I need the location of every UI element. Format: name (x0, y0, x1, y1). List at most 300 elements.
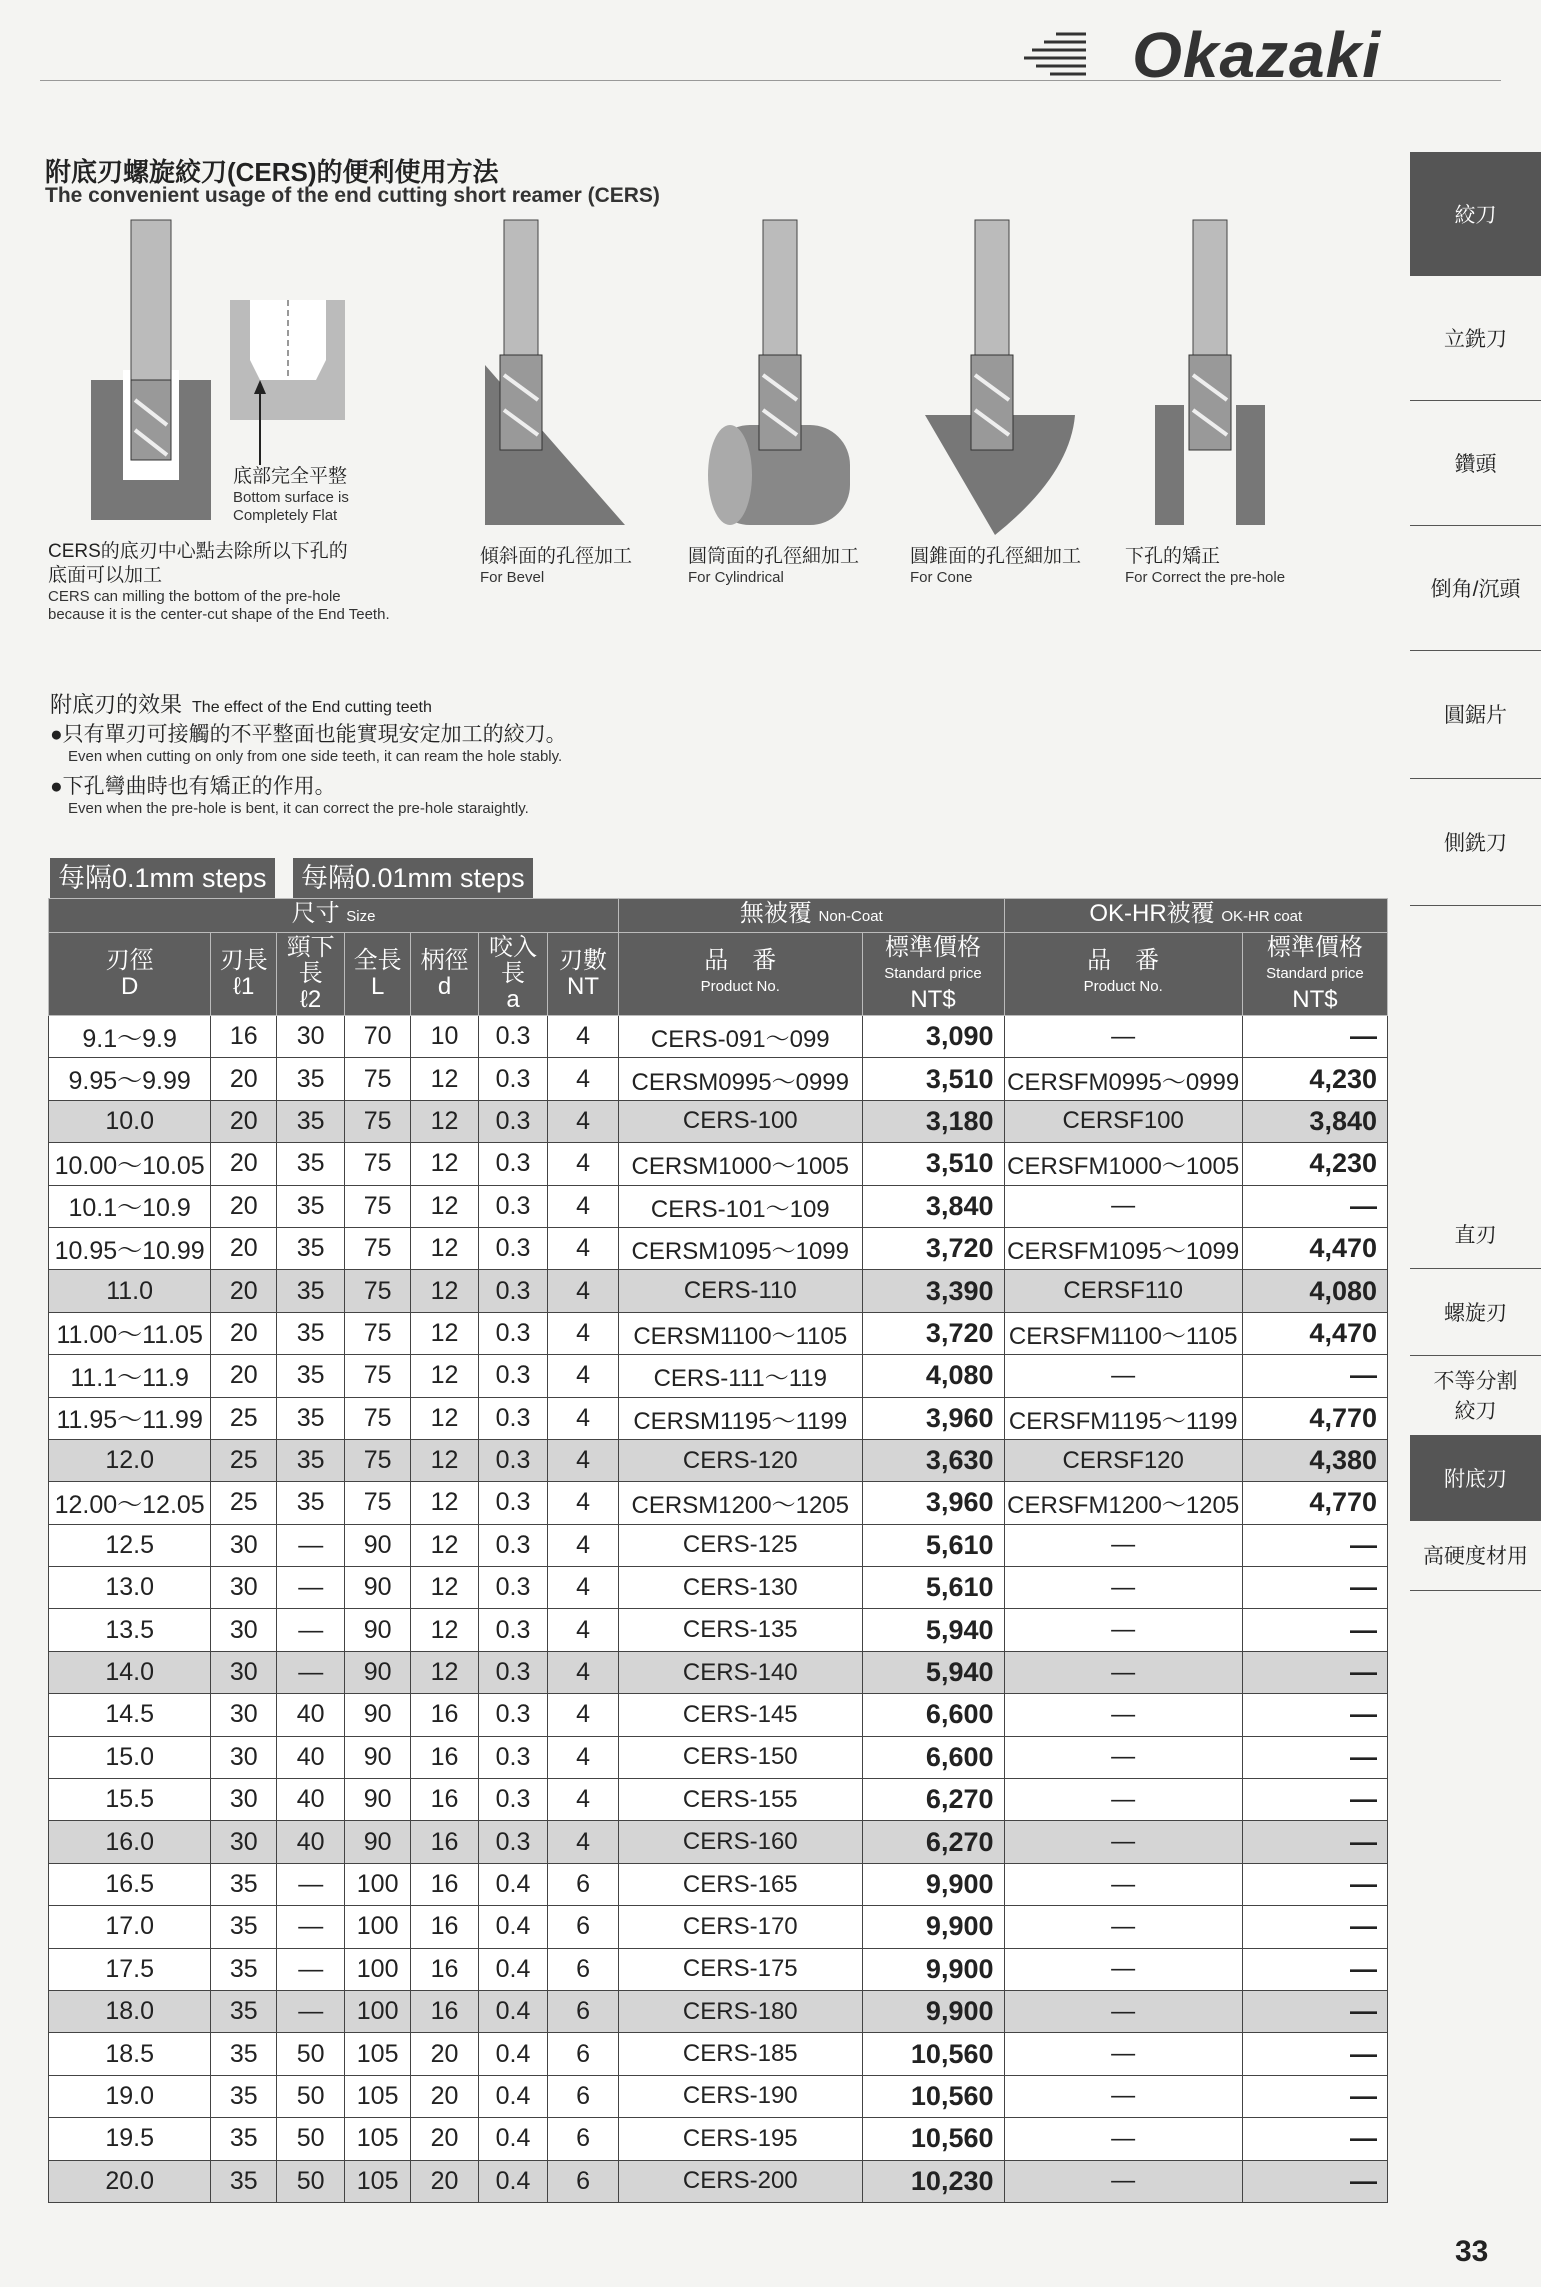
table-row (49, 1058, 1388, 1100)
cell-product-no: CERS-110 (619, 1270, 862, 1312)
cell-l1: 35 (211, 2160, 277, 2202)
cell-hr-product-no: — (1004, 1524, 1242, 1566)
cell-nt: 4 (548, 1567, 619, 1609)
effect-bullet-2-zh: ●下孔彎曲時也有矯正的作用。 (50, 775, 336, 798)
cell-shank: 16 (411, 1694, 479, 1736)
cell-l1: 30 (211, 1524, 277, 1566)
table-row (49, 2033, 1388, 2075)
header-noncoat-zh: 無被覆 (739, 900, 812, 927)
cell-diameter: 18.0 (49, 1990, 211, 2032)
cell-l1: 30 (211, 1821, 277, 1863)
cell-price: 3,630 (862, 1439, 1004, 1481)
cell-hr-product-no: — (1004, 2118, 1242, 2160)
cell-price: 10,560 (862, 2118, 1004, 2160)
table-row (49, 1439, 1388, 1481)
cell-l1: 25 (211, 1482, 277, 1524)
cell-hr-product-no: CERSF100 (1004, 1100, 1242, 1142)
cell-length: 90 (345, 1609, 411, 1651)
cell-a: 0.3 (479, 1270, 548, 1312)
cell-a: 0.3 (479, 1100, 548, 1142)
cell-length: 100 (345, 1863, 411, 1905)
cell-product-no: CERSM1200～1205 (619, 1482, 862, 1524)
cell-hr-price: — (1242, 1990, 1387, 2032)
table-row (49, 1609, 1388, 1651)
cell-length: 105 (345, 2118, 411, 2160)
cell-l2: — (277, 1863, 345, 1905)
cell-diameter: 19.5 (49, 2118, 211, 2160)
caption-bevel-zh: 傾斜面的孔徑加工 (480, 546, 633, 567)
cell-l1: 16 (211, 1016, 277, 1058)
cell-a: 0.3 (479, 1821, 548, 1863)
cell-hr-price: — (1242, 2118, 1387, 2160)
cell-l2: 35 (277, 1058, 345, 1100)
cell-a: 0.3 (479, 1779, 548, 1821)
col-a-zh: 咬入長 (489, 934, 538, 987)
cell-l2: 35 (277, 1185, 345, 1227)
cell-hr-product-no: — (1004, 2033, 1242, 2075)
cell-hr-product-no: — (1004, 1355, 1242, 1397)
cell-diameter: 14.0 (49, 1651, 211, 1693)
cell-length: 90 (345, 1524, 411, 1566)
cell-hr-price: 4,770 (1242, 1482, 1387, 1524)
cell-shank: 12 (411, 1567, 479, 1609)
side-tab-top-5[interactable]: 側銑刀 (1410, 778, 1541, 906)
cell-nt: 4 (548, 1694, 619, 1736)
cell-l1: 20 (211, 1227, 277, 1269)
cell-price: 3,390 (862, 1270, 1004, 1312)
callout-en-2: Completely Flat (233, 507, 338, 524)
table-row (49, 1397, 1388, 1439)
cell-nt: 6 (548, 2160, 619, 2202)
cell-shank: 12 (411, 1651, 479, 1693)
cell-product-no: CERSM1095～1099 (619, 1227, 862, 1269)
cell-nt: 4 (548, 1821, 619, 1863)
cell-price: 10,230 (862, 2160, 1004, 2202)
cell-hr-price: — (1242, 1355, 1387, 1397)
cell-l1: 35 (211, 2118, 277, 2160)
cell-price: 6,600 (862, 1694, 1004, 1736)
cell-a: 0.3 (479, 1355, 548, 1397)
side-tab-top-2[interactable]: 鑽頭 (1410, 400, 1541, 526)
spec-table (48, 898, 1388, 2203)
cell-l1: 35 (211, 2033, 277, 2075)
cell-shank: 16 (411, 1906, 479, 1948)
side-tab-top-0[interactable]: 絞刀 (1410, 152, 1541, 276)
col-d-zh: 柄徑 (420, 947, 469, 974)
cell-l2: 35 (277, 1100, 345, 1142)
cell-hr-product-no: — (1004, 2075, 1242, 2117)
cylinder-diagram (705, 215, 855, 535)
cell-length: 70 (345, 1016, 411, 1058)
cell-nt: 4 (548, 1227, 619, 1269)
cell-l2: 40 (277, 1821, 345, 1863)
cell-l2: 40 (277, 1694, 345, 1736)
cell-length: 90 (345, 1567, 411, 1609)
page-number: 33 (1455, 2235, 1489, 2268)
cell-nt: 4 (548, 1439, 619, 1481)
col-l2-sym: ℓ2 (300, 986, 322, 1013)
cell-l2: — (277, 1609, 345, 1651)
cell-nt: 4 (548, 1779, 619, 1821)
cell-a: 0.3 (479, 1609, 548, 1651)
cell-a: 0.3 (479, 1482, 548, 1524)
cell-l1: 30 (211, 1736, 277, 1778)
cell-diameter: 19.0 (49, 2075, 211, 2117)
col-pno-en: Product No. (700, 978, 780, 995)
cell-a: 0.3 (479, 1651, 548, 1693)
cell-price: 3,090 (862, 1016, 1004, 1058)
cell-nt: 4 (548, 1016, 619, 1058)
brand-logo: Okazaki (1132, 19, 1381, 91)
cell-price: 6,600 (862, 1736, 1004, 1778)
cell-product-no: CERS-135 (619, 1609, 862, 1651)
cell-length: 90 (345, 1736, 411, 1778)
cell-length: 75 (345, 1185, 411, 1227)
cell-diameter: 11.00～11.05 (49, 1312, 211, 1354)
col-price-unit: NT$ (910, 986, 956, 1013)
side-tab-bottom-2[interactable]: 不等分割 絞刀 (1410, 1355, 1541, 1436)
cell-l2: 50 (277, 2033, 345, 2075)
cell-l2: — (277, 1567, 345, 1609)
table-row (49, 1312, 1388, 1354)
cell-l2: 40 (277, 1736, 345, 1778)
side-tab-bottom-4[interactable]: 高硬度材用 (1410, 1520, 1541, 1591)
effect-heading (50, 688, 432, 719)
cell-nt: 4 (548, 1100, 619, 1142)
cell-length: 75 (345, 1100, 411, 1142)
cell-hr-product-no: — (1004, 1736, 1242, 1778)
cell-hr-price: — (1242, 1736, 1387, 1778)
side-tab-top-3[interactable]: 倒角/沉頭 (1410, 525, 1541, 651)
cell-shank: 12 (411, 1355, 479, 1397)
cell-product-no: CERS-195 (619, 2118, 862, 2160)
cell-a: 0.4 (479, 2033, 548, 2075)
cell-nt: 4 (548, 1482, 619, 1524)
cell-product-no: CERS-185 (619, 2033, 862, 2075)
cell-shank: 12 (411, 1227, 479, 1269)
caption-cone-en: For Cone (910, 569, 973, 586)
cell-l2: 35 (277, 1355, 345, 1397)
cell-shank: 12 (411, 1397, 479, 1439)
cell-l1: 20 (211, 1143, 277, 1185)
col-price-en: Standard price (884, 965, 982, 982)
cell-shank: 20 (411, 2033, 479, 2075)
brand-logo-mark-icon (1016, 28, 1086, 78)
cell-length: 90 (345, 1651, 411, 1693)
caption-cylinder-en: For Cylindrical (688, 569, 784, 586)
cell-nt: 6 (548, 1906, 619, 1948)
cell-product-no: CERS-200 (619, 2160, 862, 2202)
cell-shank: 16 (411, 1863, 479, 1905)
cell-shank: 16 (411, 1736, 479, 1778)
cell-a: 0.4 (479, 1863, 548, 1905)
table-row (49, 2160, 1388, 2202)
cell-hr-price: — (1242, 1821, 1387, 1863)
cell-product-no: CERS-101～109 (619, 1185, 862, 1227)
cell-l1: 30 (211, 1567, 277, 1609)
table-row (49, 1863, 1388, 1905)
cell-diameter: 15.0 (49, 1736, 211, 1778)
effect-bullet-1-en: Even when cutting on only from one side teeth, it can ream the hole stably. (68, 748, 563, 765)
pre-hole-diagram (1150, 215, 1270, 535)
cell-diameter: 18.5 (49, 2033, 211, 2075)
effect-bullet-1-zh: ●只有單刃可接觸的不平整面也能實現安定加工的絞刀。 (50, 723, 567, 746)
cell-hr-price: 4,470 (1242, 1227, 1387, 1269)
cell-price: 10,560 (862, 2075, 1004, 2117)
cell-hr-product-no: — (1004, 1651, 1242, 1693)
cell-l2: 50 (277, 2160, 345, 2202)
col-L-sym: L (370, 973, 385, 1000)
cell-shank: 12 (411, 1143, 479, 1185)
cell-l2: — (277, 1524, 345, 1566)
col-l2-zh: 頸下長 (286, 934, 335, 987)
header-noncoat-en: Non-Coat (818, 908, 883, 925)
col-d-sym: d (437, 973, 452, 1000)
caption-en-1: CERS can milling the bottom of the pre-hole (48, 588, 341, 605)
cell-diameter: 14.5 (49, 1694, 211, 1736)
cell-price: 4,080 (862, 1355, 1004, 1397)
cell-length: 75 (345, 1227, 411, 1269)
cell-product-no: CERS-155 (619, 1779, 862, 1821)
cell-a: 0.3 (479, 1185, 548, 1227)
cell-hr-price: 4,230 (1242, 1058, 1387, 1100)
cell-a: 0.3 (479, 1524, 548, 1566)
header-hr-zh: OK-HR被覆 (1089, 900, 1215, 927)
steps-label-01: 每隔0.1mm steps (50, 858, 275, 898)
cell-price: 3,840 (862, 1185, 1004, 1227)
cell-l1: 20 (211, 1100, 277, 1142)
cell-shank: 16 (411, 1990, 479, 2032)
table-row (49, 2118, 1388, 2160)
table-row (49, 1779, 1388, 1821)
col-a-sym: a (506, 986, 520, 1013)
table-row (49, 1990, 1388, 2032)
cell-nt: 4 (548, 1312, 619, 1354)
cell-l2: 50 (277, 2075, 345, 2117)
col-NT-sym: NT (567, 973, 600, 1000)
cell-l2: 30 (277, 1016, 345, 1058)
cell-product-no: CERS-150 (619, 1736, 862, 1778)
cell-product-no: CERS-145 (619, 1694, 862, 1736)
cell-a: 0.4 (479, 1906, 548, 1948)
cell-length: 75 (345, 1143, 411, 1185)
cell-l1: 25 (211, 1439, 277, 1481)
table-row (49, 1482, 1388, 1524)
cell-l1: 35 (211, 2075, 277, 2117)
cell-price: 3,720 (862, 1227, 1004, 1269)
cell-l1: 30 (211, 1609, 277, 1651)
col-price-zh: 標準價格 (885, 934, 981, 961)
col-d (411, 933, 479, 1016)
col-hr-price-unit: NT$ (1292, 986, 1338, 1013)
cell-hr-price: — (1242, 2160, 1387, 2202)
cell-l2: 35 (277, 1312, 345, 1354)
cell-diameter: 17.5 (49, 1948, 211, 1990)
cell-hr-price: — (1242, 1779, 1387, 1821)
cell-l2: 50 (277, 2118, 345, 2160)
cell-nt: 4 (548, 1609, 619, 1651)
cell-a: 0.3 (479, 1016, 548, 1058)
cell-nt: 4 (548, 1270, 619, 1312)
cell-product-no: CERS-140 (619, 1651, 862, 1693)
cell-l1: 20 (211, 1185, 277, 1227)
table-row (49, 1736, 1388, 1778)
col-D-zh: 刃徑 (105, 947, 154, 974)
cell-hr-product-no: CERSFM1095～1099 (1004, 1227, 1242, 1269)
cell-diameter: 10.0 (49, 1100, 211, 1142)
caption-cylinder-zh: 圓筒面的孔徑細加工 (688, 546, 860, 567)
side-tab-bottom-0[interactable]: 直刃 (1410, 1200, 1541, 1269)
cell-hr-price: — (1242, 1185, 1387, 1227)
cell-price: 9,900 (862, 1863, 1004, 1905)
cell-price: 6,270 (862, 1821, 1004, 1863)
cell-shank: 12 (411, 1100, 479, 1142)
cell-length: 75 (345, 1482, 411, 1524)
table-row (49, 1270, 1388, 1312)
cell-price: 5,610 (862, 1567, 1004, 1609)
header-hr-en: OK-HR coat (1221, 908, 1303, 925)
cell-product-no: CERS-175 (619, 1948, 862, 1990)
cell-hr-price: 4,770 (1242, 1397, 1387, 1439)
caption-cone-zh: 圓錐面的孔徑細加工 (910, 546, 1082, 567)
cell-l1: 35 (211, 1906, 277, 1948)
col-hr-pno-zh: 品 番 (1087, 947, 1160, 974)
side-tab-top-4[interactable]: 圓鋸片 (1410, 650, 1541, 779)
cell-nt: 4 (548, 1651, 619, 1693)
col-hr-pno-en: Product No. (1083, 978, 1163, 995)
cell-nt: 4 (548, 1143, 619, 1185)
caption-zh-2: 底面可以加工 (48, 565, 163, 586)
cell-hr-price: — (1242, 1906, 1387, 1948)
col-product-no (619, 933, 862, 1016)
cell-l1: 30 (211, 1694, 277, 1736)
table-row (49, 1100, 1388, 1142)
cell-length: 90 (345, 1694, 411, 1736)
cell-price: 9,900 (862, 1906, 1004, 1948)
cell-a: 0.3 (479, 1312, 548, 1354)
cell-a: 0.3 (479, 1227, 548, 1269)
cell-shank: 20 (411, 2118, 479, 2160)
cell-nt: 6 (548, 2033, 619, 2075)
col-hr-product-no (1004, 933, 1242, 1016)
cell-product-no: CERS-180 (619, 1990, 862, 2032)
cell-shank: 10 (411, 1016, 479, 1058)
side-tab-bottom-1[interactable]: 螺旋刃 (1410, 1268, 1541, 1356)
cell-length: 105 (345, 2160, 411, 2202)
cell-hr-price: — (1242, 1948, 1387, 1990)
cell-product-no: CERSM1100～1105 (619, 1312, 862, 1354)
cell-product-no: CERS-120 (619, 1439, 862, 1481)
col-l1 (211, 933, 277, 1016)
cell-price: 9,900 (862, 1990, 1004, 2032)
cell-length: 75 (345, 1397, 411, 1439)
cell-price: 3,960 (862, 1397, 1004, 1439)
col-price (862, 933, 1004, 1016)
cell-a: 0.4 (479, 2118, 548, 2160)
cell-a: 0.3 (479, 1736, 548, 1778)
cell-nt: 4 (548, 1058, 619, 1100)
col-pno-zh: 品 番 (704, 947, 777, 974)
table-row (49, 1185, 1388, 1227)
cell-diameter: 16.5 (49, 1863, 211, 1905)
cell-shank: 12 (411, 1312, 479, 1354)
cell-hr-product-no: — (1004, 1948, 1242, 1990)
cell-a: 0.3 (479, 1143, 548, 1185)
caption-cone (910, 545, 1081, 587)
cell-diameter: 9.95～9.99 (49, 1058, 211, 1100)
caption-center-cut (48, 540, 390, 624)
col-l1-zh: 刃長 (219, 947, 268, 974)
steps-label-001: 每隔0.01mm steps (293, 858, 533, 898)
cell-hr-price: 4,230 (1242, 1143, 1387, 1185)
cell-length: 90 (345, 1779, 411, 1821)
cell-l2: 35 (277, 1439, 345, 1481)
cell-hr-product-no: — (1004, 1185, 1242, 1227)
cell-l1: 25 (211, 1397, 277, 1439)
caption-pre-hole-zh: 下孔的矯正 (1125, 546, 1221, 567)
cell-length: 75 (345, 1439, 411, 1481)
cell-hr-price: 4,470 (1242, 1312, 1387, 1354)
cell-hr-product-no: — (1004, 2160, 1242, 2202)
table-row (49, 1651, 1388, 1693)
cell-diameter: 12.00～12.05 (49, 1482, 211, 1524)
cell-shank: 12 (411, 1439, 479, 1481)
cell-nt: 6 (548, 1990, 619, 2032)
table-row (49, 2075, 1388, 2117)
cell-product-no: CERSM1000～1005 (619, 1143, 862, 1185)
cell-l2: — (277, 1948, 345, 1990)
cell-l2: — (277, 1906, 345, 1948)
cell-diameter: 12.5 (49, 1524, 211, 1566)
cell-l2: 35 (277, 1270, 345, 1312)
cell-nt: 4 (548, 1185, 619, 1227)
cell-hr-product-no: CERSFM1200～1205 (1004, 1482, 1242, 1524)
cell-a: 0.3 (479, 1567, 548, 1609)
side-tab-bottom-3[interactable]: 附底刃 (1410, 1435, 1541, 1521)
cell-l1: 20 (211, 1312, 277, 1354)
cell-hr-product-no: — (1004, 1779, 1242, 1821)
cell-hr-price: — (1242, 1694, 1387, 1736)
cell-length: 75 (345, 1355, 411, 1397)
cell-product-no: CERS-111～119 (619, 1355, 862, 1397)
effect-heading-zh: 附底刃的效果 (50, 692, 183, 717)
cell-length: 105 (345, 2033, 411, 2075)
caption-cylinder (688, 545, 859, 587)
cell-hr-product-no: — (1004, 1567, 1242, 1609)
cell-a: 0.4 (479, 2160, 548, 2202)
cell-shank: 12 (411, 1609, 479, 1651)
cell-l2: — (277, 1990, 345, 2032)
cell-hr-product-no: — (1004, 1863, 1242, 1905)
side-tab-top-1[interactable]: 立銑刀 (1410, 275, 1541, 401)
cell-hr-price: — (1242, 1016, 1387, 1058)
cone-diagram (920, 215, 1080, 535)
cell-shank: 16 (411, 1821, 479, 1863)
cell-l1: 35 (211, 1990, 277, 2032)
cell-hr-price: 4,380 (1242, 1439, 1387, 1481)
cell-diameter: 13.0 (49, 1567, 211, 1609)
cell-l1: 20 (211, 1355, 277, 1397)
cell-nt: 6 (548, 1948, 619, 1990)
cell-hr-product-no: CERSFM0995～0999 (1004, 1058, 1242, 1100)
col-hr-price-en: Standard price (1266, 965, 1364, 982)
cell-a: 0.3 (479, 1397, 548, 1439)
cell-shank: 12 (411, 1185, 479, 1227)
cell-length: 75 (345, 1270, 411, 1312)
header-size-en: Size (346, 908, 376, 925)
cell-price: 3,510 (862, 1058, 1004, 1100)
cell-l2: 35 (277, 1397, 345, 1439)
